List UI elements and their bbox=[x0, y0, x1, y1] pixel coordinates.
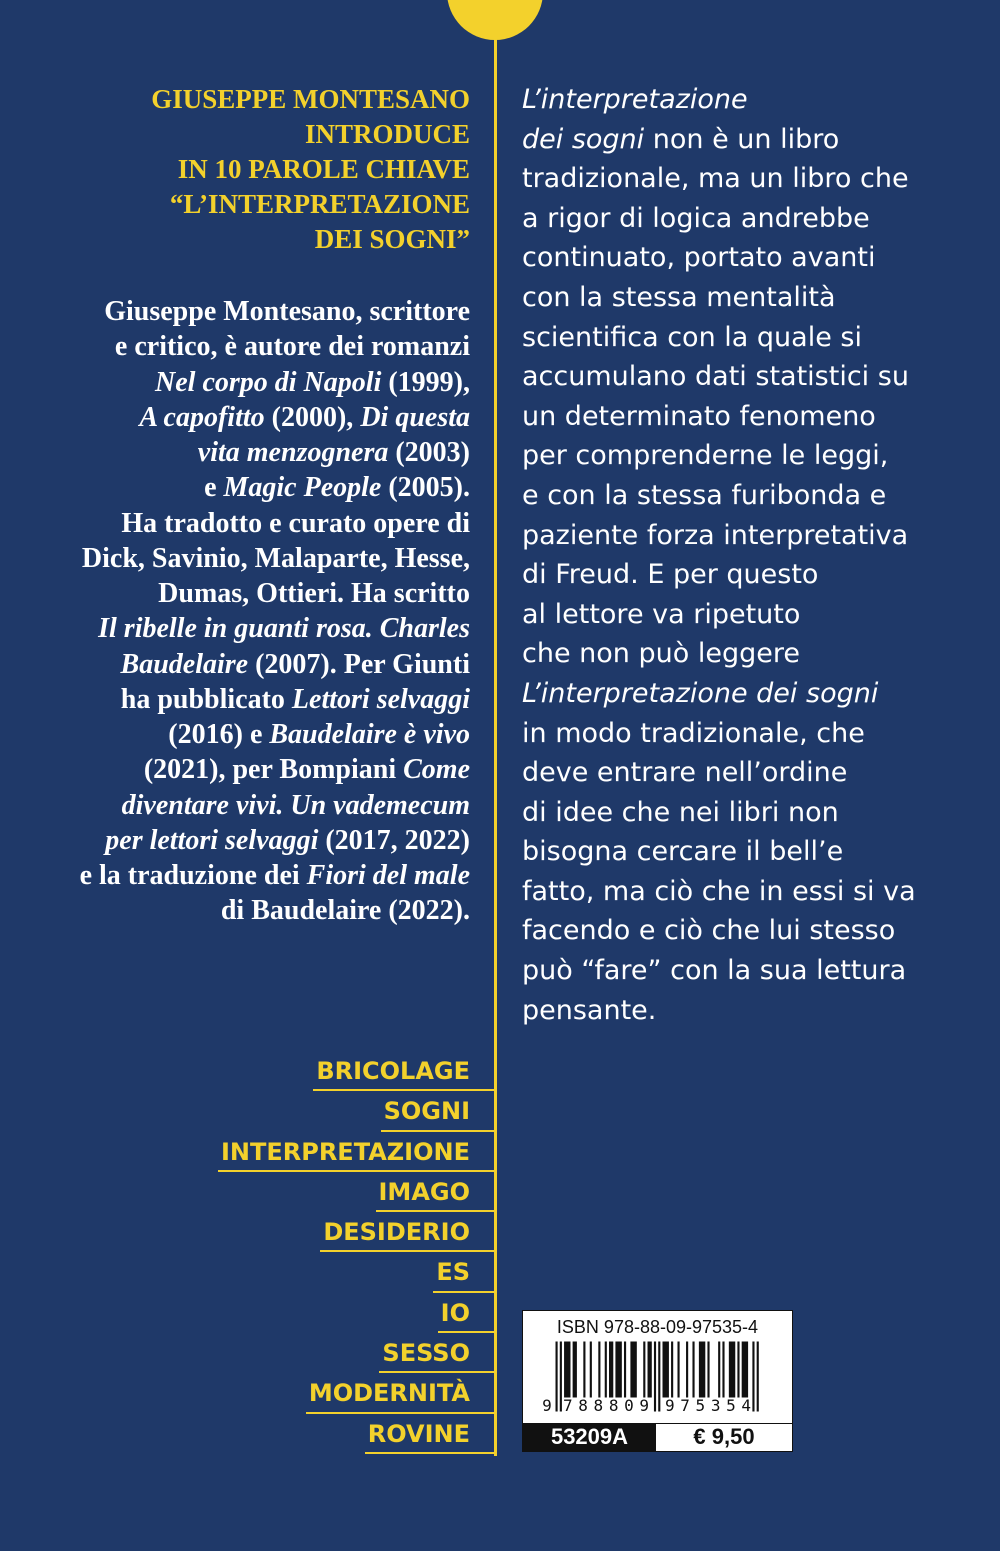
barcode-bar bbox=[615, 1342, 621, 1398]
bio-book-title: Baudelaire bbox=[120, 648, 249, 680]
blurb-line bbox=[522, 555, 916, 595]
bio-book-title: Baudelaire è vivo bbox=[269, 719, 470, 750]
blurb-line bbox=[522, 357, 916, 397]
bio-book-title: per lettori selvaggi bbox=[105, 824, 319, 856]
keyword-row bbox=[218, 1132, 497, 1172]
keyword-row bbox=[218, 1051, 497, 1091]
bio-book-title: Fiori del male bbox=[306, 860, 470, 891]
bio-line bbox=[80, 400, 470, 435]
barcode-bar bbox=[671, 1342, 673, 1398]
keyword: BRICOLAGE bbox=[313, 1051, 497, 1091]
blurb-text: che non può leggere bbox=[522, 638, 800, 670]
barcode-bar bbox=[609, 1342, 613, 1398]
keyword: ES bbox=[433, 1252, 497, 1292]
bio-book-title: Come bbox=[403, 754, 470, 786]
bio-text: e la traduzione dei bbox=[79, 860, 307, 891]
heading-line: IN 10 PAROLE CHIAVE bbox=[177, 154, 470, 184]
blurb-line bbox=[522, 793, 916, 833]
keyword-row bbox=[218, 1333, 497, 1373]
bio-text: (2007). Per Giunti bbox=[248, 648, 470, 680]
blurb-line bbox=[522, 476, 916, 516]
blurb-line bbox=[522, 911, 916, 951]
keyword-row bbox=[218, 1091, 497, 1131]
barcode-guard-bar bbox=[757, 1342, 759, 1412]
bio-book-title: Di questa bbox=[360, 401, 470, 433]
blurb-line bbox=[522, 674, 916, 714]
blurb-line bbox=[522, 832, 916, 872]
barcode-bar bbox=[737, 1342, 739, 1398]
blurb-line bbox=[522, 991, 916, 1031]
bio-line bbox=[80, 717, 470, 752]
keyword-row bbox=[218, 1414, 497, 1454]
blurb-line bbox=[522, 872, 916, 912]
blurb-line bbox=[522, 634, 916, 674]
barcode-bar bbox=[598, 1342, 600, 1398]
bio-text: (1999), bbox=[381, 366, 470, 398]
barcode-bar bbox=[573, 1342, 577, 1398]
barcode-box bbox=[522, 1310, 793, 1452]
price-row bbox=[523, 1423, 792, 1451]
blurb-line bbox=[522, 951, 916, 991]
blurb-text: tradizionale, ma un libro che bbox=[522, 163, 909, 195]
blurb-text: deve entrare nell’ordine bbox=[522, 757, 848, 789]
bio-line bbox=[80, 788, 470, 823]
blurb-line bbox=[522, 397, 916, 437]
blurb-text: e con la stessa furibonda e bbox=[522, 479, 887, 511]
bio-text: e critico, è autore dei romanzi bbox=[114, 331, 470, 363]
barcode-guard-bar bbox=[560, 1342, 562, 1412]
blurb-text: fatto, ma ciò che in essi si va bbox=[522, 875, 916, 907]
blurb-line bbox=[522, 595, 916, 635]
bio-book-title: vita menzognera bbox=[197, 437, 389, 468]
blurb-text: in modo tradizionale, che bbox=[522, 717, 865, 749]
bio-line bbox=[80, 576, 470, 611]
heading bbox=[151, 82, 470, 257]
bio-text: e bbox=[204, 472, 224, 504]
blurb-text: di Freud. E per questo bbox=[522, 559, 819, 591]
keyword: SOGNI bbox=[381, 1091, 497, 1131]
blurb-text: accumulano dati statistici su bbox=[522, 361, 909, 393]
bio-line bbox=[80, 470, 470, 505]
bio-text: (2016) e bbox=[168, 719, 270, 750]
blurb-line bbox=[522, 199, 916, 239]
blurb-text: bisogna cercare il bell’e bbox=[522, 836, 844, 868]
keyword: IMAGO bbox=[376, 1172, 498, 1212]
keyword: INTERPRETAZIONE bbox=[218, 1132, 497, 1172]
bio-text: (2005). bbox=[381, 472, 470, 504]
blurb-text: di idee che nei libri non bbox=[522, 796, 839, 828]
blurb-text: non è un libro bbox=[644, 123, 840, 155]
bio-line bbox=[80, 647, 470, 682]
blurb-book-title: L’interpretazione bbox=[522, 84, 748, 115]
author-bio bbox=[80, 294, 470, 929]
barcode-bar bbox=[605, 1342, 607, 1398]
blurb-line bbox=[522, 318, 916, 358]
heading-line: “L’INTERPRETAZIONE bbox=[169, 189, 470, 219]
blurb-line bbox=[522, 516, 916, 556]
keyword: ROVINE bbox=[365, 1414, 497, 1454]
bio-line bbox=[80, 858, 470, 893]
barcode-bar bbox=[692, 1342, 694, 1398]
barcode-bar bbox=[564, 1342, 570, 1398]
bio-text: Giuseppe Montesano, scrittore bbox=[104, 296, 470, 327]
bio-text: Dumas, Ottieri. Ha scritto bbox=[158, 578, 470, 609]
bio-line bbox=[80, 893, 470, 928]
barcode-lead-digit: 9 bbox=[542, 1396, 552, 1415]
bio-text: di Baudelaire (2022). bbox=[220, 895, 470, 927]
barcode-bar bbox=[583, 1342, 585, 1398]
bio-book-title: Nel corpo di Napoli bbox=[155, 366, 382, 398]
keyword-row bbox=[218, 1172, 497, 1212]
heading-line: GIUSEPPE MONTESANO bbox=[151, 84, 470, 114]
barcode-bar bbox=[677, 1342, 679, 1398]
keyword-row bbox=[218, 1252, 497, 1292]
blurb-text: un determinato fenomeno bbox=[522, 400, 876, 432]
barcode-bar bbox=[718, 1342, 720, 1398]
barcode-bar bbox=[624, 1342, 626, 1398]
barcode-guard-bar bbox=[654, 1342, 656, 1412]
blurb-line bbox=[522, 753, 916, 793]
bio-text: (2003) bbox=[388, 437, 470, 468]
bio-line bbox=[80, 506, 470, 541]
keyword: DESIDERIO bbox=[320, 1212, 497, 1252]
keyword-row bbox=[218, 1373, 497, 1413]
keyword: SESSO bbox=[379, 1333, 497, 1373]
blurb-text: continuato, portato avanti bbox=[522, 242, 876, 274]
barcode-bar bbox=[707, 1342, 709, 1398]
blurb-line bbox=[522, 159, 916, 199]
blurb-line bbox=[522, 80, 916, 120]
keyword-row bbox=[218, 1212, 497, 1252]
barcode-bar bbox=[742, 1342, 748, 1398]
barcode-bar bbox=[663, 1342, 669, 1398]
blurb-line bbox=[522, 238, 916, 278]
blurb-book-title: dei sogni bbox=[522, 123, 645, 155]
bio-text: Dick, Savinio, Malaparte, Hesse, bbox=[81, 542, 470, 574]
barcode-bar bbox=[648, 1342, 652, 1398]
barcode-right-digits: 975354 bbox=[665, 1396, 751, 1415]
product-code: 53209A bbox=[523, 1424, 656, 1451]
heading-line: INTRODUCE bbox=[304, 119, 470, 149]
blurb-line bbox=[522, 120, 916, 160]
blurb-line bbox=[522, 278, 916, 318]
keyword: MODERNITÀ bbox=[306, 1373, 497, 1413]
barcode-bar bbox=[699, 1342, 705, 1398]
heading-line: DEI SOGNI” bbox=[314, 224, 470, 254]
bio-line bbox=[80, 435, 470, 470]
price: € 9,50 bbox=[693, 1424, 755, 1449]
bio-text: (2021), per Bompiani bbox=[143, 754, 404, 786]
bio-line bbox=[80, 541, 470, 576]
bio-line bbox=[80, 752, 470, 787]
bio-text: Ha tradotto e curato opere di bbox=[121, 507, 470, 539]
isbn-label: ISBN 978-88-09-97535-4 bbox=[556, 1317, 759, 1337]
keyword: IO bbox=[438, 1293, 497, 1333]
blurb-text: pensante. bbox=[522, 994, 657, 1026]
barcode-bar bbox=[686, 1342, 688, 1398]
blurb-text: paziente forza interpretativa bbox=[522, 519, 909, 551]
blurb-text: scientifica con la quale si bbox=[522, 321, 862, 353]
ean-barcode bbox=[523, 1311, 791, 1421]
bio-text: (2000), bbox=[264, 401, 361, 433]
bio-line bbox=[80, 682, 470, 717]
blurb-text: per comprenderne le leggi, bbox=[522, 440, 889, 472]
bio-line bbox=[80, 329, 470, 364]
bio-line bbox=[80, 365, 470, 400]
barcode-guard-bar bbox=[556, 1342, 558, 1412]
blurb-text: può “fare” con la sua lettura bbox=[522, 955, 907, 987]
barcode-guard-bar bbox=[658, 1342, 660, 1412]
blurb-book-title: L’interpretazione dei sogni bbox=[522, 677, 879, 709]
barcode-left-digits: 788809 bbox=[563, 1396, 649, 1415]
blurb-line bbox=[522, 436, 916, 476]
bio-book-title: A capofitto bbox=[139, 401, 265, 433]
barcode-bar bbox=[590, 1342, 592, 1398]
keyword-row bbox=[218, 1293, 497, 1333]
blurb-text: a rigor di logica andrebbe bbox=[522, 202, 870, 234]
bio-book-title: diventare vivi. Un vademecum bbox=[121, 789, 470, 821]
barcode-bar bbox=[722, 1342, 724, 1398]
barcode-bar bbox=[630, 1342, 636, 1398]
bio-text: ha pubblicato bbox=[120, 683, 292, 715]
bio-text: (2017, 2022) bbox=[318, 824, 470, 856]
barcode-bar bbox=[643, 1342, 645, 1398]
bio-line bbox=[80, 611, 470, 646]
blurb-text: al lettore va ripetuto bbox=[522, 598, 801, 630]
blurb-text: facendo e ciò che lui stesso bbox=[522, 915, 896, 947]
keyword-list bbox=[218, 1051, 497, 1454]
bio-line bbox=[80, 823, 470, 858]
bio-book-title: Magic People bbox=[223, 472, 382, 504]
bio-line bbox=[80, 294, 470, 329]
bio-book-title: Lettori selvaggi bbox=[291, 683, 470, 715]
barcode-bar bbox=[729, 1342, 735, 1398]
barcode-guard-bar bbox=[752, 1342, 754, 1412]
book-blurb bbox=[522, 80, 916, 1030]
bio-book-title: Il ribelle in guanti rosa. Charles bbox=[98, 613, 470, 645]
blurb-line bbox=[522, 714, 916, 754]
blurb-text: con la stessa mentalità bbox=[522, 281, 836, 313]
